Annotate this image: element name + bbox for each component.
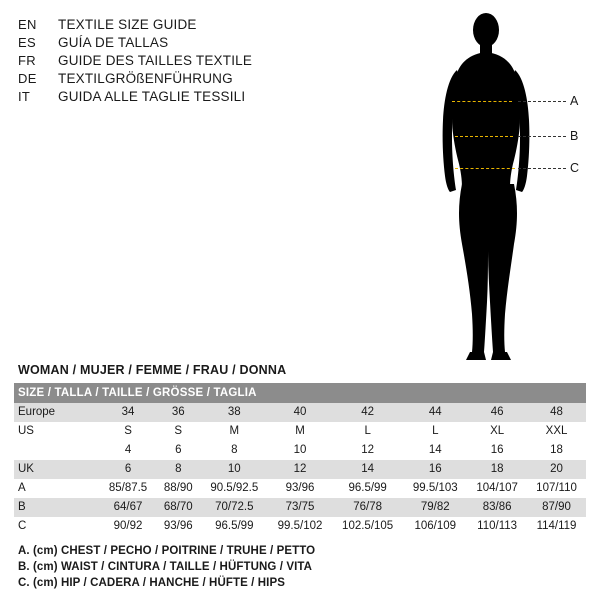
- measure-label-c: C: [570, 161, 580, 175]
- cell: 6: [156, 441, 200, 460]
- cell: 48: [527, 403, 586, 422]
- body-figure: [400, 8, 590, 368]
- table-row: [14, 460, 586, 479]
- cell: XL: [467, 422, 527, 441]
- language-code: EN: [18, 17, 37, 32]
- row-label: US: [14, 422, 100, 441]
- cell: 90.5/92.5: [200, 479, 268, 498]
- legend-row-a: A. (cm) CHEST / PECHO / POITRINE / TRUHE / PETTO: [18, 545, 316, 557]
- measure-line-c: [455, 168, 515, 169]
- cell: 85/87.5: [100, 479, 156, 498]
- row-label: A: [14, 479, 100, 498]
- cell: 106/109: [403, 517, 467, 536]
- table-row: [14, 498, 586, 517]
- language-row: [18, 16, 348, 34]
- language-code: IT: [18, 89, 31, 104]
- cell: 38: [200, 403, 268, 422]
- measure-line-a-extension: [518, 101, 566, 102]
- language-row: [18, 34, 348, 52]
- row-label: [14, 441, 100, 460]
- cell: 104/107: [467, 479, 527, 498]
- language-text: TEXTILGRÖßENFÜHRUNG: [58, 71, 233, 86]
- language-text: TEXTILE SIZE GUIDE: [58, 17, 197, 32]
- cell: 40: [268, 403, 332, 422]
- measure-line-c-extension: [518, 168, 566, 169]
- row-label: Europe: [14, 403, 100, 422]
- language-text: GUIDA ALLE TAGLIE TESSILI: [58, 89, 246, 104]
- cell: 99.5/102: [268, 517, 332, 536]
- cell: 68/70: [156, 498, 200, 517]
- cell: 64/67: [100, 498, 156, 517]
- cell: 14: [403, 441, 467, 460]
- table-row: [14, 403, 586, 422]
- language-text: GUIDE DES TAILLES TEXTILE: [58, 53, 253, 68]
- table-row: [14, 517, 586, 536]
- size-table-container: [14, 383, 586, 536]
- language-row: [18, 88, 348, 106]
- cell: 88/90: [156, 479, 200, 498]
- cell: 10: [200, 460, 268, 479]
- cell: 79/82: [403, 498, 467, 517]
- measure-label-a: A: [570, 94, 579, 108]
- cell: 18: [527, 441, 586, 460]
- cell: 12: [332, 441, 404, 460]
- cell: 76/78: [332, 498, 404, 517]
- cell: 16: [403, 460, 467, 479]
- cell: 46: [467, 403, 527, 422]
- measure-line-b-extension: [518, 136, 566, 137]
- cell: 96.5/99: [332, 479, 404, 498]
- cell: 93/96: [156, 517, 200, 536]
- language-code: ES: [18, 35, 36, 50]
- cell: 90/92: [100, 517, 156, 536]
- row-label: B: [14, 498, 100, 517]
- row-label: UK: [14, 460, 100, 479]
- cell: 8: [200, 441, 268, 460]
- cell: 20: [527, 460, 586, 479]
- cell: 83/86: [467, 498, 527, 517]
- cell: 87/90: [527, 498, 586, 517]
- section-title: WOMAN / MUJER / FEMME / FRAU / DONNA: [18, 363, 287, 377]
- cell: 4: [100, 441, 156, 460]
- language-list: [18, 16, 348, 106]
- cell: L: [332, 422, 404, 441]
- cell: 34: [100, 403, 156, 422]
- size-table: [14, 383, 586, 536]
- cell: 18: [467, 460, 527, 479]
- table-row: [14, 422, 586, 441]
- language-row: [18, 70, 348, 88]
- cell: M: [268, 422, 332, 441]
- cell: 96.5/99: [200, 517, 268, 536]
- legend-row-c: C. (cm) HIP / CADERA / HANCHE / HÜFTE / HIPS: [18, 577, 286, 589]
- cell: XXL: [527, 422, 586, 441]
- female-silhouette-icon: [400, 8, 590, 368]
- legend-row-b: B. (cm) WAIST / CINTURA / TAILLE / HÜFTUNG / VITA: [18, 561, 313, 573]
- cell: 8: [156, 460, 200, 479]
- row-label: C: [14, 517, 100, 536]
- table-row: [14, 479, 586, 498]
- cell: S: [156, 422, 200, 441]
- cell: 10: [268, 441, 332, 460]
- cell: 42: [332, 403, 404, 422]
- language-code: DE: [18, 71, 37, 86]
- cell: M: [200, 422, 268, 441]
- cell: 114/119: [527, 517, 586, 536]
- measure-line-a: [452, 101, 512, 102]
- cell: 6: [100, 460, 156, 479]
- language-text: GUÍA DE TALLAS: [58, 35, 169, 50]
- cell: L: [403, 422, 467, 441]
- cell: 16: [467, 441, 527, 460]
- cell: 99.5/103: [403, 479, 467, 498]
- language-code: FR: [18, 53, 36, 68]
- cell: 70/72.5: [200, 498, 268, 517]
- language-row: [18, 52, 348, 70]
- measurement-legend: [18, 543, 578, 591]
- cell: 93/96: [268, 479, 332, 498]
- cell: S: [100, 422, 156, 441]
- measure-label-b: B: [570, 129, 579, 143]
- measure-line-b: [455, 136, 513, 137]
- cell: 107/110: [527, 479, 586, 498]
- cell: 44: [403, 403, 467, 422]
- cell: 73/75: [268, 498, 332, 517]
- table-header-label: SIZE / TALLA / TAILLE / GRÖSSE / TAGLIA: [14, 383, 586, 403]
- cell: 12: [268, 460, 332, 479]
- table-header-row: [14, 383, 586, 403]
- table-row: [14, 441, 586, 460]
- cell: 102.5/105: [332, 517, 404, 536]
- cell: 110/113: [467, 517, 527, 536]
- cell: 14: [332, 460, 404, 479]
- cell: 36: [156, 403, 200, 422]
